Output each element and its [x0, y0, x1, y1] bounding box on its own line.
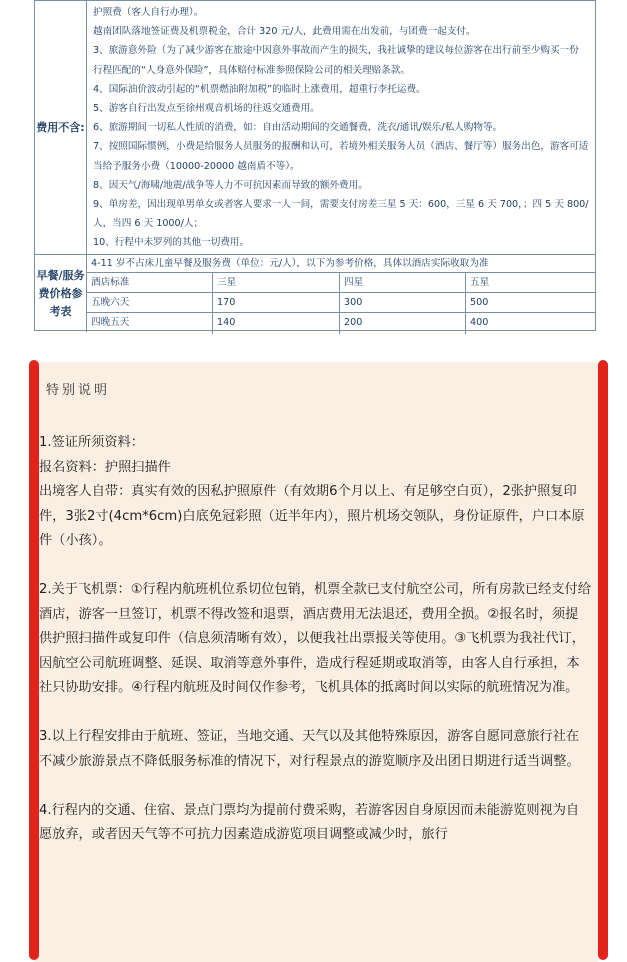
excluded-list	[93, 3, 593, 253]
spacer	[39, 554, 591, 579]
notice-section-title: 1.签证所须资料：	[39, 435, 144, 450]
price-note: 4-11 岁不占床儿童早餐及服务费（单位：元/人），以下为参考价格，具体以酒店实际收取为准	[87, 255, 595, 273]
excluded-item: 人，当四 6 天 1000/人；	[93, 218, 204, 230]
notice-left-border	[29, 360, 39, 960]
price-cell: 200	[340, 313, 466, 334]
price-header-cell: 酒店标准	[87, 273, 213, 292]
price-header-cell: 三星	[213, 273, 340, 292]
price-cell: 140	[213, 313, 340, 334]
price-header-cell: 四星	[340, 273, 466, 292]
notice-right-border	[598, 360, 608, 960]
excluded-item: 当给予服务小费（10000-20000 越南盾不等）。	[93, 160, 300, 172]
price-cell: 400	[470, 317, 489, 328]
price-cell: 五晚六天	[87, 293, 213, 312]
price-cell: 500	[470, 297, 489, 308]
price-grid	[87, 254, 595, 334]
cost-table	[34, 0, 596, 331]
spacer	[39, 701, 591, 726]
notice-paragraph: 4.行程内的交通、住宿、景点门票均为提前付费采购，若游客因自身原因而未能游览则视为自愿放弃，或者因天气等不可抗力因素造成游览项目调整或减少时，旅行	[39, 802, 580, 842]
excluded-item: 5、游客自行出发点至徐州观音机场的往返交通费用。	[93, 103, 320, 115]
excluded-item: 6、旅游期间一切私人性质的消费，如：自由活动期间的交通餐费，洗衣/通讯/娱乐/私人购物等。	[93, 122, 503, 134]
price-header-row	[87, 273, 595, 293]
price-cell: 300	[340, 293, 466, 312]
excluded-label: 费用不含:	[35, 1, 87, 254]
excluded-item: 10、行程中未罗列的其他一切费用。	[93, 237, 250, 249]
price-row	[87, 293, 595, 313]
excluded-item: 7、按照国际惯例，小费是给服务人员服务的报酬和认可，若境外相关服务人员（酒店、餐厅等）服务出色，游客可适	[93, 141, 589, 153]
notice-paragraph: 2.关于飞机票：①行程内航班机位系切位包销，机票全款已支付航空公司，所有房款已经支付给酒店，游客一旦签订，机票不得改签和退票，酒店费用无法退还，费用全损。②报名时，须提供护照扫描件或复印件（信息须清晰有效），以便我社出票报关等使用。③飞机票为我社代订，因航空公司航班调整、延误、取消等意外事件，造成行程延期或取消等，由客人自行承担，本社只协助安排。④行程内航班及时间仅作参考，飞机具体的抵离时间以实际的航班情况为准。	[39, 582, 591, 695]
excluded-item: 3、旅游意外险（为了减少游客在旅途中因意外事故而产生的损失，我社诚挚的建议每位游客在出行前至少购买一份	[93, 45, 579, 57]
price-row	[87, 313, 595, 334]
notice-paragraph: 3.以上行程安排由于航班、签证，当地交通、天气以及其他特殊原因，游客自愿同意旅行社在不减少旅游景点不降低服务标准的情况下，对行程景点的游览顺序及出团日期进行适当调整。	[39, 729, 580, 769]
excluded-item: 8、因天气/海啸/地震/战争等人力不可抗因素而导致的额外费用。	[93, 179, 368, 191]
notice-paragraph: 报名资料：护照扫描件	[39, 459, 171, 475]
notice-body	[39, 431, 591, 848]
price-label: 早餐/服务费价格参考表	[35, 254, 87, 332]
spacer	[39, 774, 591, 799]
excluded-item: 越南团队落地签证费及机票税金，合计 320 元/人，此费用需在出发前，与团费一起支付。	[93, 26, 476, 38]
price-cell: 四晚五天	[87, 313, 213, 334]
notice-title: 特别说明	[46, 383, 111, 398]
price-cell: 170	[213, 293, 340, 312]
excluded-item: 9、单房差，因出现单男单女或者客人要求一人一间，需要支付房差三星 5 天：600，三星 6 天 700，；四 5 天 800/	[93, 199, 589, 211]
notice-paragraph: 出境客人自带：真实有效的因私护照原件（有效期6个月以上、有足够空白页），2张护照复印件，3张2寸(4cm*6cm)白底免冠彩照（近半年内），照片机场交领队，身份证原件，户口本原件（小孩）。	[39, 484, 585, 548]
excluded-item: 护照费（客人自行办理）。	[93, 7, 204, 18]
excluded-item: 4、国际油价波动引起的“机票燃油附加税”的临时上涨费用，超重行李托运费。	[93, 83, 426, 95]
price-header-cell: 五星	[470, 277, 490, 288]
excluded-item: 行程匹配的“人身意外保险”，具体赔付标准参照保险公司的相关理赔条款。	[93, 64, 410, 76]
